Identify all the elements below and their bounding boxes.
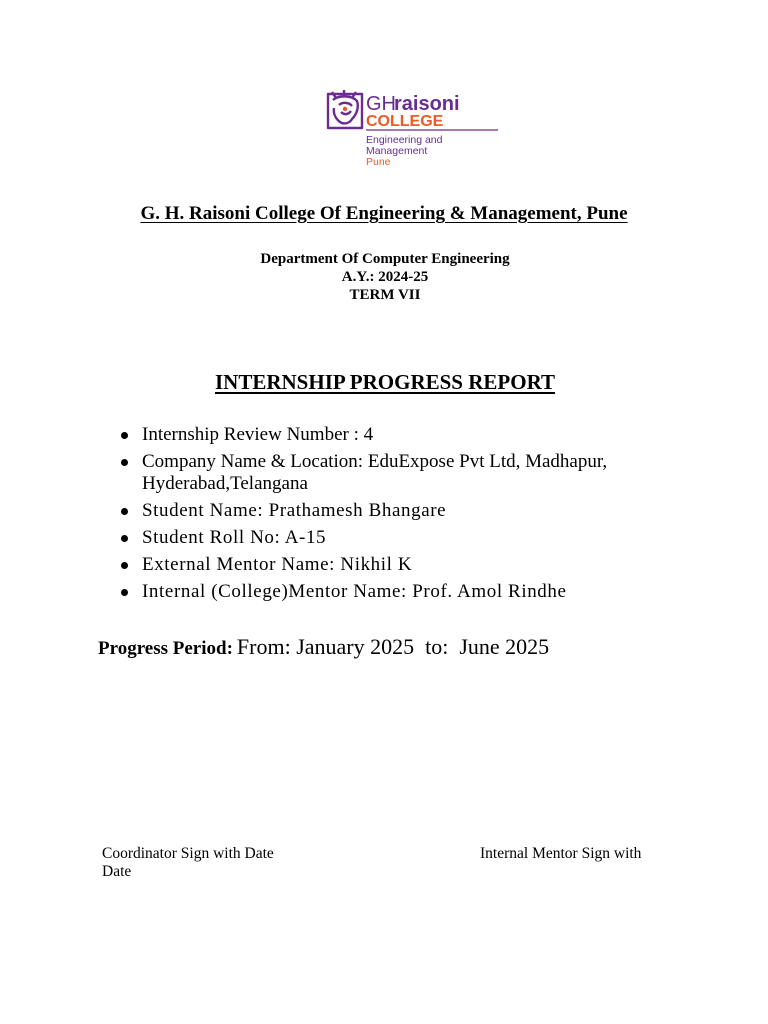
progress-period (98, 634, 549, 660)
academic-year: A.Y.: 2024-25 (341, 269, 429, 285)
department-block (0, 250, 768, 304)
progress-period-label: Progress Period: (98, 638, 233, 659)
college-logo (322, 88, 502, 168)
progress-period-value: From: January 2025 to: June 2025 (236, 634, 550, 659)
coordinator-sign: Coordinator Sign with Date Date (102, 845, 274, 880)
logo-brand-college: COLLEGE (366, 113, 444, 130)
logo-tagline-3: Pune (366, 156, 391, 168)
term: TERM VII (349, 287, 421, 303)
list-item-external-mentor: External Mentor Name: Nikhil K (142, 554, 662, 576)
logo-tagline-2: Management (366, 145, 428, 157)
report-title: INTERNSHIP PROGRESS REPORT (215, 370, 555, 394)
department-name: Department Of Computer Engineering (260, 251, 510, 267)
lion-crest-icon (322, 88, 502, 168)
list-item-roll-no: Student Roll No: A-15 (142, 527, 662, 549)
logo-brand-raisoni: raisoni (394, 93, 460, 115)
logo-brand-gh: GH (366, 93, 396, 115)
college-name-heading: G. H. Raisoni College Of Engineering & Management, Pune (140, 203, 628, 224)
report-details-list (142, 424, 662, 608)
list-item-company: Company Name & Location: EduExpose Pvt Ltd, Madhapur, Hyderabad,Telangana (142, 451, 662, 495)
list-item-internal-mentor: Internal (College)Mentor Name: Prof. Amol Rindhe (142, 581, 662, 603)
list-item-student-name: Student Name: Prathamesh Bhangare (142, 500, 662, 522)
logo-tagline-1: Engineering and (366, 134, 443, 146)
internal-mentor-sign: Internal Mentor Sign with (480, 845, 642, 862)
list-item-review-number: Internship Review Number : 4 (142, 424, 662, 446)
